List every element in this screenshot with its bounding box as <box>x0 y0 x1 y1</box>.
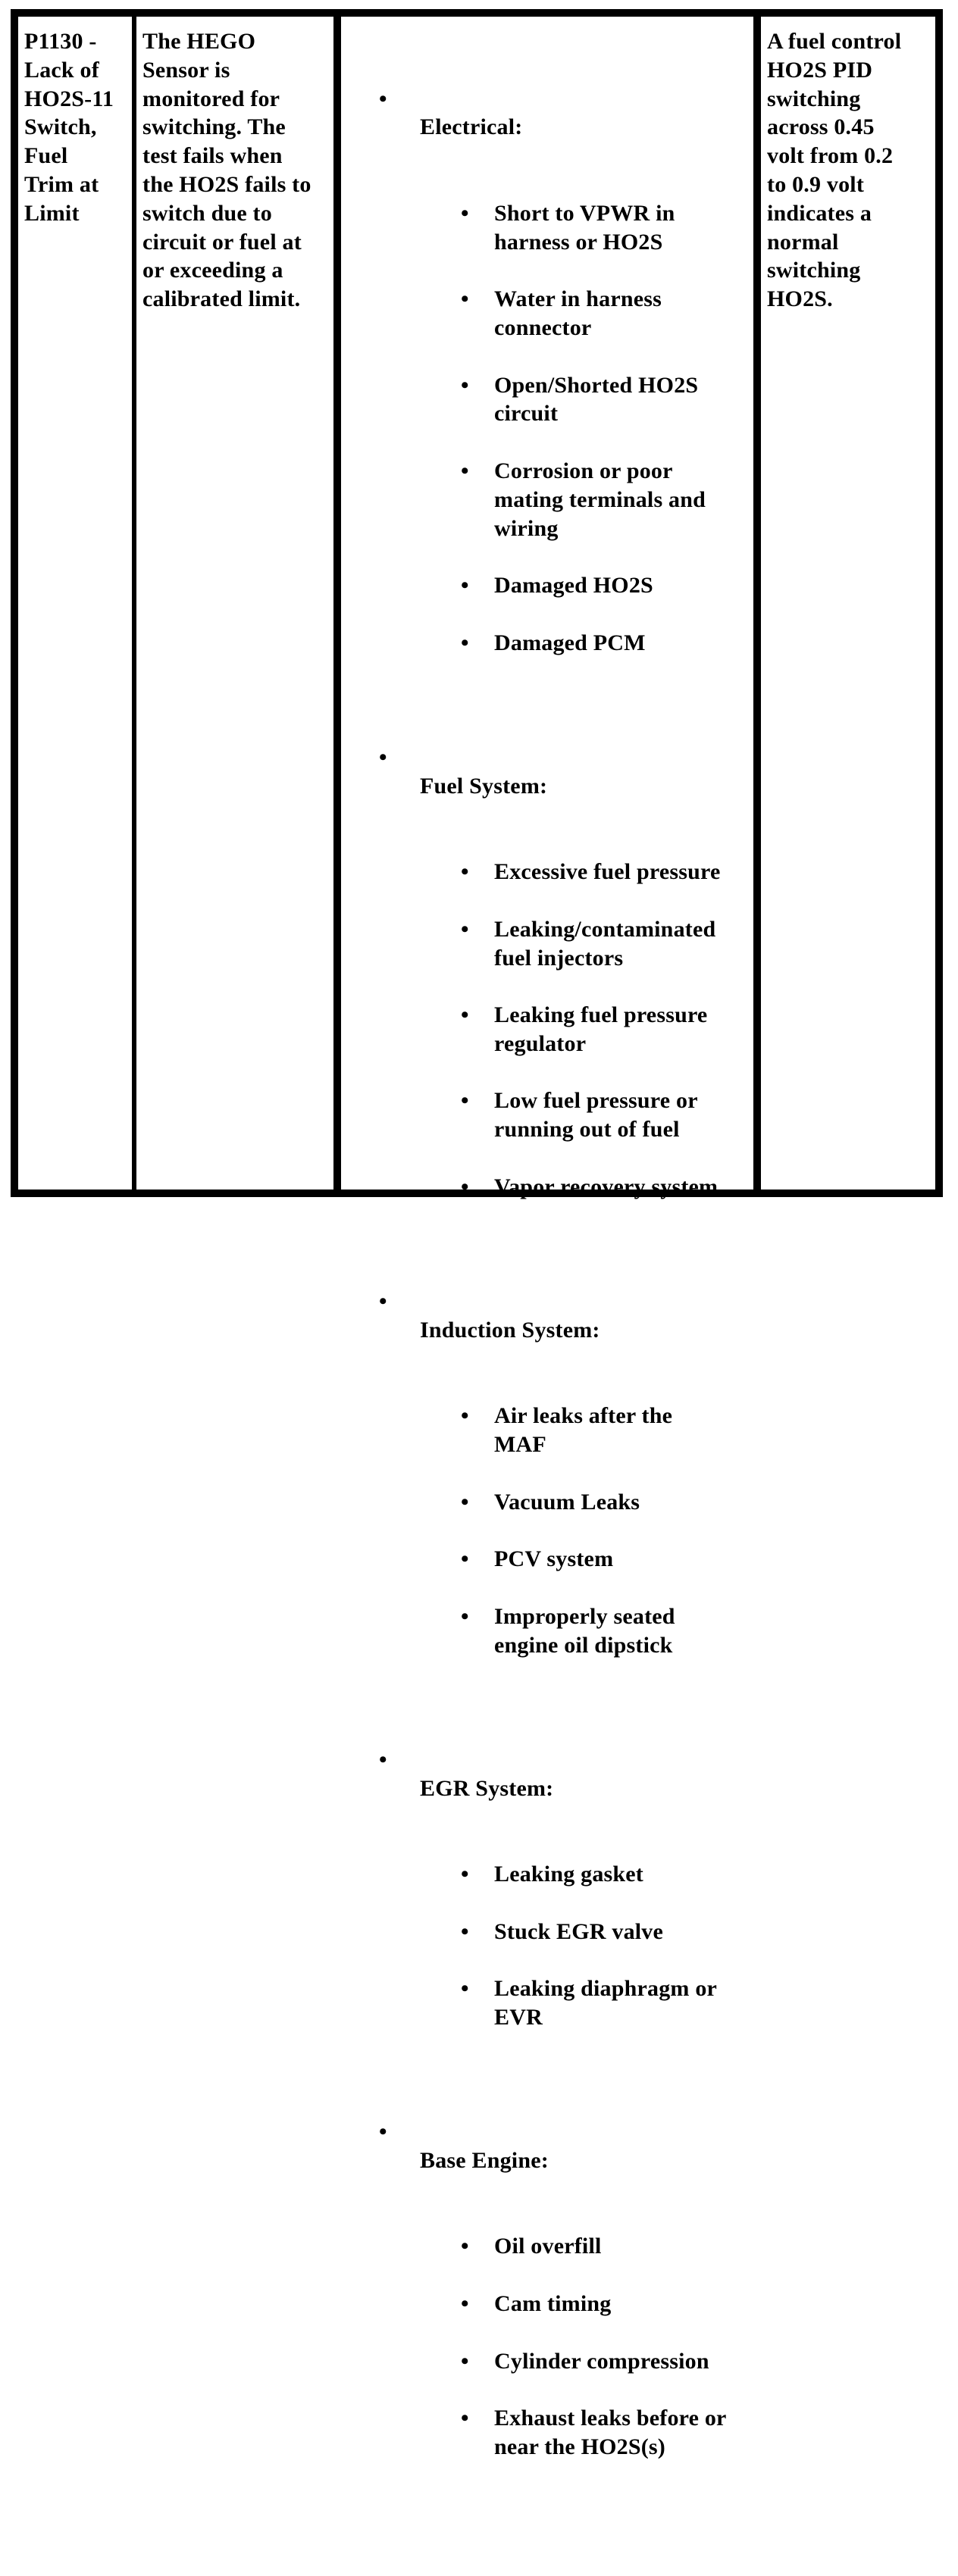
cause-list <box>420 2204 753 2490</box>
cause-category <box>341 1746 753 2090</box>
cause-item: • Water in harness connector <box>420 285 753 342</box>
cause-category <box>341 85 753 715</box>
cause-list <box>420 829 753 1230</box>
cause-category-label: • Base Engine: <box>420 2147 549 2173</box>
cause-item: • Stuck EGR valve <box>420 1918 753 1946</box>
cause-item: • Corrosion or poor mating terminals and wiring <box>420 457 753 542</box>
cause-category-list <box>341 56 753 2547</box>
cause-category <box>341 2118 753 2518</box>
cause-list <box>420 1831 753 2060</box>
cause-item: • Cam timing <box>420 2290 753 2318</box>
cause-item: • Air leaks after the MAF <box>420 1402 753 1459</box>
cause-list <box>420 170 753 686</box>
cause-item: • Damaged HO2S <box>420 571 753 600</box>
cause-item: • PCV system <box>420 1545 753 1574</box>
cause-item: • Vacuum Leaks <box>420 1488 753 1517</box>
cause-category-label: • Fuel System: <box>420 773 548 799</box>
possible-causes-cell <box>341 17 753 2459</box>
cause-item: • Exhaust leaks before or near the HO2S(s) <box>420 2404 753 2462</box>
cause-item: • Improperly seated engine oil dipstick <box>420 1602 753 1660</box>
cause-item: • Open/Shorted HO2S circuit <box>420 371 753 429</box>
cause-item: • Damaged PCM <box>420 629 753 658</box>
cause-item: • Leaking diaphragm or EVR <box>420 1974 753 2032</box>
dtc-table <box>11 9 943 2459</box>
cause-item: • Leaking fuel pressure regulator <box>420 1001 753 1058</box>
cause-item: • Leaking gasket <box>420 1860 753 1889</box>
description-cell: The HEGO Sensor is monitored for switching. The test fails when the HO2S fails to switch due to circuit or fuel at or exceeding a calibrated limit. <box>136 17 333 1190</box>
cause-item: • Low fuel pressure or running out of fuel <box>420 1086 753 1144</box>
cause-category <box>341 1287 753 1717</box>
cause-category-label: • Induction System: <box>420 1317 600 1343</box>
cause-item: • Excessive fuel pressure <box>420 858 753 886</box>
cause-item: • Cylinder compression <box>420 2347 753 2376</box>
notes-cell: A fuel control HO2S PID switching across 0.45 volt from 0.2 to 0.9 volt indicates a normal switching HO2S. <box>761 17 935 1190</box>
cause-list <box>420 1373 753 1688</box>
cause-category-label: • Electrical: <box>420 114 523 140</box>
cause-item: • Vapor recovery system <box>420 1173 753 1202</box>
cause-item: • Oil overfill <box>420 2232 753 2261</box>
cause-category-label: • EGR System: <box>420 1775 554 1801</box>
code-cell: P1130 - Lack of HO2S-11 Switch, Fuel Trim at Limit <box>18 17 132 1190</box>
cause-category <box>341 743 753 1258</box>
cause-item: • Leaking/contaminated fuel injectors <box>420 915 753 973</box>
cause-item: • Short to VPWR in harness or HO2S <box>420 199 753 257</box>
